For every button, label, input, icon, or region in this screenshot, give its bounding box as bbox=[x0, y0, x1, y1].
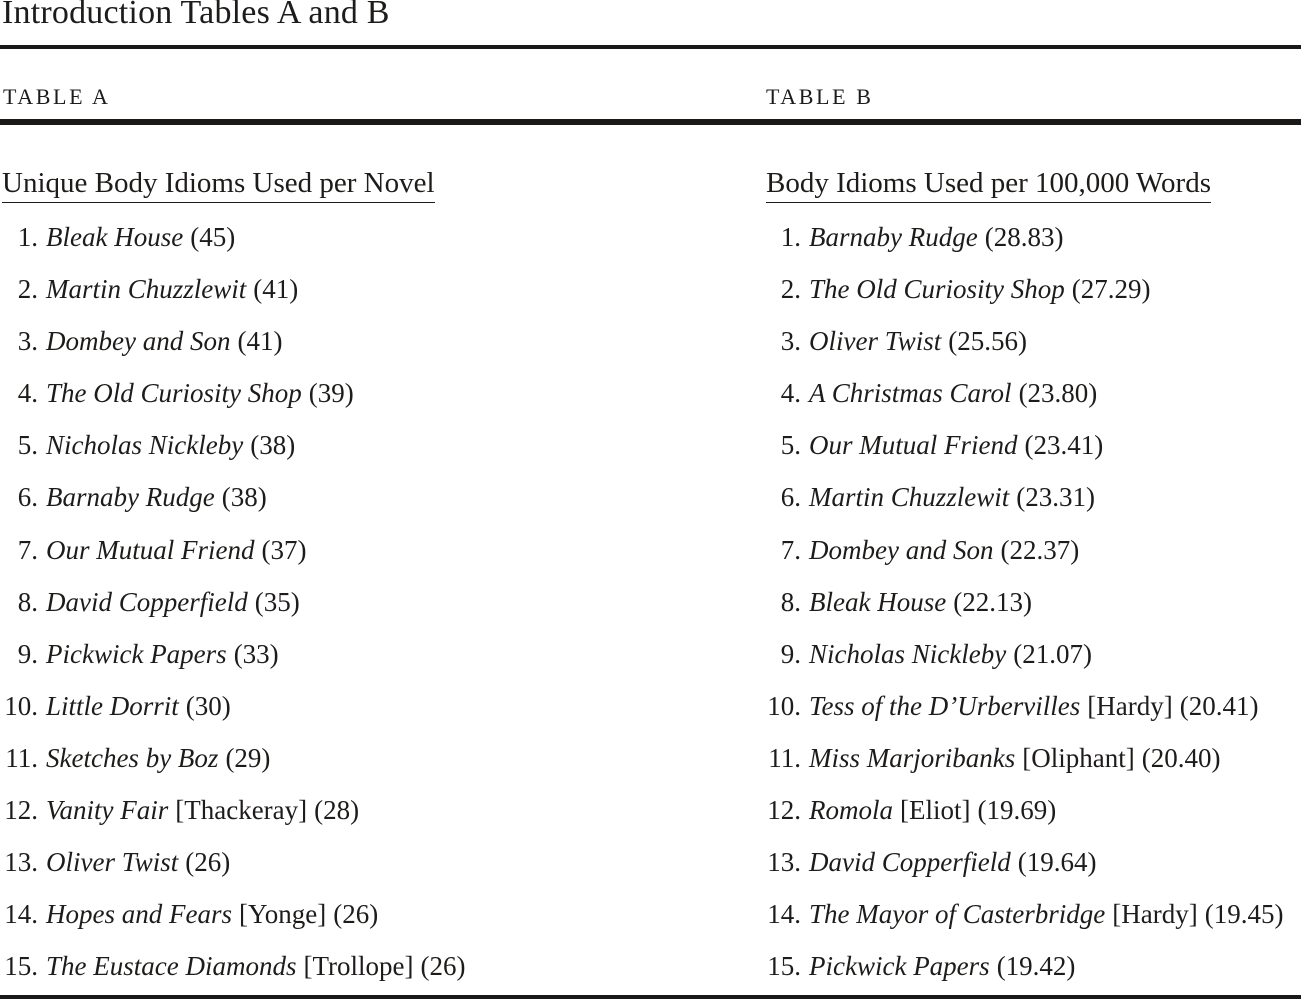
idiom-rate: (23.31) bbox=[1016, 482, 1096, 513]
rank-number: 2. bbox=[780, 274, 801, 305]
table-a-label: TABLE A bbox=[3, 84, 111, 109]
novel-title: The Old Curiosity Shop bbox=[46, 378, 302, 409]
table-row bbox=[755, 576, 1301, 628]
idiom-count: (38) bbox=[250, 430, 296, 461]
novel-title: Oliver Twist bbox=[809, 326, 942, 357]
author-attribution: [Yonge] bbox=[238, 899, 327, 930]
rank-number: 4. bbox=[780, 378, 801, 409]
table-row bbox=[0, 211, 700, 263]
author-attribution: [Eliot] bbox=[900, 795, 971, 826]
novel-title: Dombey and Son bbox=[46, 326, 231, 357]
table-a-list bbox=[0, 211, 700, 992]
novel-title: Pickwick Papers bbox=[809, 951, 990, 982]
rank-number: 12. bbox=[767, 795, 801, 826]
novel-title: Martin Chuzzlewit bbox=[809, 482, 1010, 513]
novel-title: Bleak House bbox=[809, 586, 947, 617]
idiom-rate: (19.42) bbox=[996, 951, 1076, 982]
rank-number: 9. bbox=[780, 638, 801, 669]
novel-title: A Christmas Carol bbox=[809, 378, 1012, 409]
table-row bbox=[0, 471, 700, 523]
novel-title: Hopes and Fears bbox=[46, 899, 232, 930]
rank-number: 13. bbox=[4, 847, 38, 878]
novel-title: David Copperfield bbox=[809, 847, 1011, 878]
table-row bbox=[0, 315, 700, 367]
table-row bbox=[0, 888, 700, 940]
idiom-rate: (27.29) bbox=[1071, 274, 1151, 305]
idiom-rate: (21.07) bbox=[1013, 638, 1092, 669]
table-row bbox=[755, 524, 1301, 576]
novel-title: Oliver Twist bbox=[46, 847, 179, 878]
author-attribution: [Trollope] bbox=[303, 951, 414, 982]
table-row bbox=[755, 888, 1301, 940]
novel-title: Miss Marjoribanks bbox=[809, 742, 1016, 773]
idiom-rate: (28.83) bbox=[984, 222, 1064, 252]
novel-title: Sketches by Boz bbox=[46, 742, 219, 773]
table-row bbox=[0, 680, 700, 732]
rank-number: 15. bbox=[4, 951, 38, 982]
table-row bbox=[0, 784, 700, 836]
idiom-count: (39) bbox=[308, 378, 354, 409]
rank-number: 7. bbox=[780, 534, 801, 565]
table-row bbox=[755, 367, 1301, 419]
table-row bbox=[0, 628, 700, 680]
idiom-count: (26) bbox=[420, 951, 466, 982]
novel-title: The Old Curiosity Shop bbox=[809, 274, 1065, 305]
table-row bbox=[0, 836, 700, 888]
table-row bbox=[0, 263, 700, 315]
author-attribution: [Oliphant] bbox=[1022, 742, 1135, 773]
table-row bbox=[755, 471, 1301, 523]
idiom-count: (33) bbox=[233, 638, 279, 669]
idiom-rate: (20.40) bbox=[1141, 742, 1221, 773]
idiom-rate: (19.69) bbox=[977, 795, 1057, 826]
novel-title: Pickwick Papers bbox=[46, 638, 227, 669]
idiom-count: (38) bbox=[221, 482, 267, 513]
rank-number: 10. bbox=[4, 690, 38, 721]
table-row bbox=[755, 732, 1301, 784]
rank-number: 10. bbox=[767, 690, 801, 721]
table-header-rule bbox=[0, 119, 1301, 125]
table-row bbox=[755, 940, 1301, 992]
page-title: Introduction Tables A and B bbox=[2, 0, 390, 31]
idiom-rate: (22.37) bbox=[1000, 534, 1080, 565]
table-row bbox=[755, 836, 1301, 888]
idiom-rate: (20.41) bbox=[1179, 690, 1259, 721]
table-row bbox=[755, 680, 1301, 732]
author-attribution: [Thackeray] bbox=[175, 795, 308, 826]
novel-title: Our Mutual Friend bbox=[46, 534, 255, 565]
rank-number: 4. bbox=[17, 378, 38, 409]
idiom-rate: (22.13) bbox=[953, 586, 1032, 617]
rank-number: 13. bbox=[767, 847, 801, 878]
table-b-list bbox=[755, 211, 1301, 992]
rank-number: 11. bbox=[5, 742, 38, 773]
novel-title: Barnaby Rudge bbox=[46, 482, 215, 513]
table-row bbox=[0, 940, 700, 992]
table-row bbox=[755, 628, 1301, 680]
novel-title: Bleak House bbox=[46, 222, 184, 252]
idiom-count: (41) bbox=[253, 274, 299, 305]
rank-number: 5. bbox=[17, 430, 38, 461]
novel-title: Tess of the D’Urbervilles bbox=[809, 690, 1081, 721]
table-row bbox=[755, 315, 1301, 367]
author-attribution: [Hardy] bbox=[1112, 899, 1198, 930]
rank-number: 3. bbox=[780, 326, 801, 357]
novel-title: The Mayor of Casterbridge bbox=[809, 899, 1106, 930]
table-b-heading bbox=[766, 167, 1211, 203]
novel-title: Our Mutual Friend bbox=[809, 430, 1018, 461]
rank-number: 14. bbox=[4, 899, 38, 930]
table-bottom-rule bbox=[0, 995, 1301, 999]
novel-title: The Eustace Diamonds bbox=[46, 951, 297, 982]
novel-title: Vanity Fair bbox=[46, 795, 169, 826]
idiom-count: (41) bbox=[237, 326, 283, 357]
rank-number: 6. bbox=[780, 482, 801, 513]
rank-number: 12. bbox=[4, 795, 38, 826]
rank-number: 6. bbox=[17, 482, 38, 513]
idiom-rate: (23.41) bbox=[1024, 430, 1104, 461]
table-row bbox=[755, 263, 1301, 315]
novel-title: Romola bbox=[809, 795, 893, 826]
rank-number: 1. bbox=[780, 222, 801, 252]
table-row bbox=[0, 419, 700, 471]
table-top-rule bbox=[0, 45, 1301, 49]
idiom-count: (28) bbox=[314, 795, 360, 826]
novel-title: Nicholas Nickleby bbox=[809, 638, 1007, 669]
novel-title: Barnaby Rudge bbox=[809, 222, 978, 252]
table-row bbox=[755, 211, 1301, 263]
table-row bbox=[755, 784, 1301, 836]
idiom-count: (26) bbox=[333, 899, 379, 930]
idiom-count: (26) bbox=[185, 847, 231, 878]
rank-number: 2. bbox=[17, 274, 38, 305]
idiom-rate: (19.64) bbox=[1017, 847, 1097, 878]
rank-number: 9. bbox=[17, 638, 38, 669]
idiom-count: (30) bbox=[185, 690, 231, 721]
novel-title: Dombey and Son bbox=[809, 534, 994, 565]
table-row bbox=[755, 419, 1301, 471]
table-row bbox=[0, 367, 700, 419]
rank-number: 5. bbox=[780, 430, 801, 461]
idiom-rate: (25.56) bbox=[948, 326, 1027, 357]
rank-number: 8. bbox=[17, 586, 38, 617]
table-a-heading-text: Unique Body Idioms Used per Novel bbox=[2, 167, 435, 203]
rank-number: 8. bbox=[780, 586, 801, 617]
idiom-rate: (23.80) bbox=[1018, 378, 1098, 409]
table-row bbox=[0, 524, 700, 576]
novel-title: David Copperfield bbox=[46, 586, 248, 617]
novel-title: Nicholas Nickleby bbox=[46, 430, 244, 461]
table-a-heading bbox=[2, 167, 435, 203]
idiom-count: (37) bbox=[261, 534, 307, 565]
idiom-count: (35) bbox=[254, 586, 300, 617]
table-row bbox=[0, 732, 700, 784]
rank-number: 1. bbox=[17, 222, 38, 252]
author-attribution: [Hardy] bbox=[1087, 690, 1173, 721]
idiom-count: (45) bbox=[190, 222, 236, 252]
table-row bbox=[0, 576, 700, 628]
idiom-rate: (19.45) bbox=[1204, 899, 1284, 930]
rank-number: 3. bbox=[17, 326, 38, 357]
rank-number: 11. bbox=[768, 742, 801, 773]
rank-number: 14. bbox=[767, 899, 801, 930]
rank-number: 7. bbox=[17, 534, 38, 565]
table-b-heading-text: Body Idioms Used per 100,000 Words bbox=[766, 167, 1211, 203]
rank-number: 15. bbox=[767, 951, 801, 982]
novel-title: Little Dorrit bbox=[46, 690, 179, 721]
novel-title: Martin Chuzzlewit bbox=[46, 274, 247, 305]
idiom-count: (29) bbox=[225, 742, 271, 773]
table-b-label: TABLE B bbox=[766, 84, 874, 109]
